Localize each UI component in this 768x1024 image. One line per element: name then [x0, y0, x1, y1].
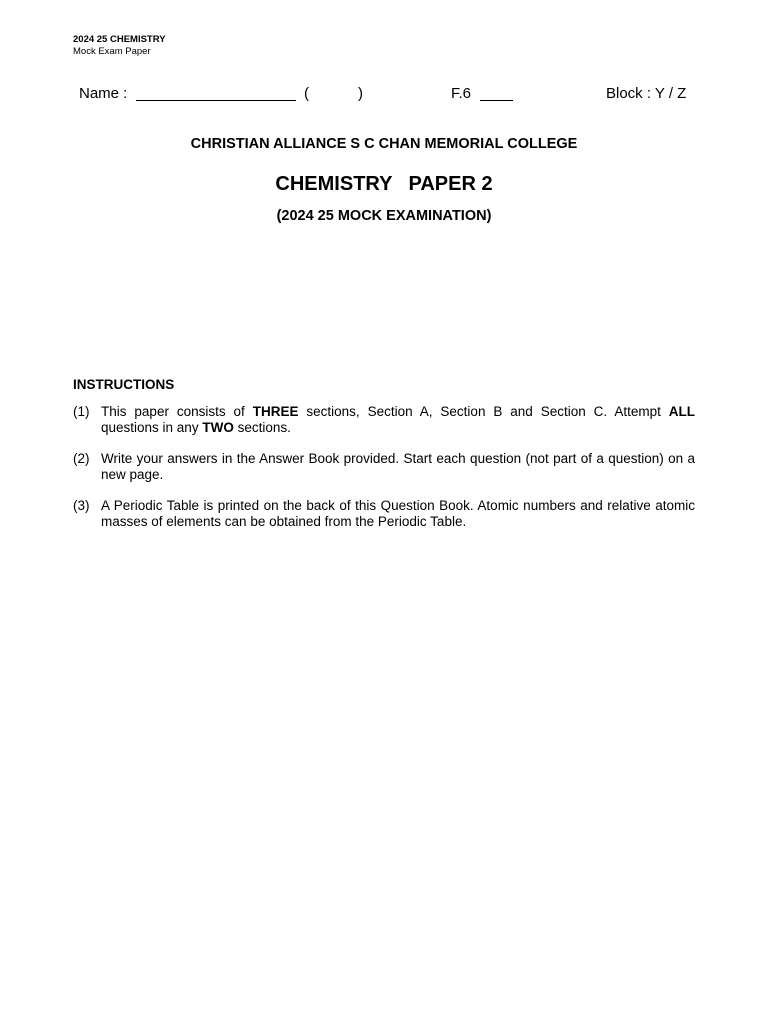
instructions-heading: INSTRUCTIONS: [73, 377, 175, 392]
header-title: 2024 25 CHEMISTRY: [73, 34, 166, 45]
exam-name: (2024 25 MOCK EXAMINATION): [276, 208, 492, 224]
instruction-number: (3): [73, 498, 90, 513]
paper-title: [0, 173, 768, 196]
name-label: Name :: [79, 85, 128, 102]
instruction-emphasis: THREE: [252, 404, 299, 419]
running-header: [73, 34, 166, 58]
name-field[interactable]: [136, 85, 296, 105]
header-subtitle: Mock Exam Paper: [73, 46, 151, 57]
instruction-number: (1): [73, 404, 90, 419]
instruction-number: (2): [73, 451, 90, 466]
instruction-item: [73, 404, 695, 436]
class-label: F.6: [451, 85, 472, 102]
instructions-section: [73, 377, 695, 545]
instruction-text: sections.: [233, 420, 291, 435]
block-label: Block : Y / Z: [606, 85, 687, 102]
class-number-close-paren: ): [358, 85, 363, 102]
instruction-text: questions in any: [101, 420, 203, 435]
instruction-text: sections, Section A, Section B and Section C. Attempt: [298, 404, 669, 419]
college-name: CHRISTIAN ALLIANCE S C CHAN MEMORIAL COLLEGE: [190, 136, 578, 152]
instruction-emphasis: TWO: [202, 420, 234, 435]
instruction-item: [73, 451, 695, 483]
paper-number: PAPER 2: [408, 173, 493, 195]
instruction-item: [73, 498, 695, 530]
instruction-text: This paper consists of: [101, 404, 253, 419]
class-number-field[interactable]: [313, 85, 357, 104]
subject-title: CHEMISTRY: [275, 173, 393, 195]
class-field[interactable]: [480, 85, 513, 105]
class-number-open-paren: (: [304, 85, 309, 102]
instruction-emphasis: ALL: [668, 404, 695, 419]
student-info-row: [0, 85, 768, 105]
instruction-text: Write your answers in the Answer Book provided. Start each question (not part of a question) on a new page.: [101, 451, 695, 482]
instruction-text: A Periodic Table is printed on the back of this Question Book. Atomic numbers and relative atomic masses of elements can be obtained from the Periodic Table.: [101, 498, 695, 529]
